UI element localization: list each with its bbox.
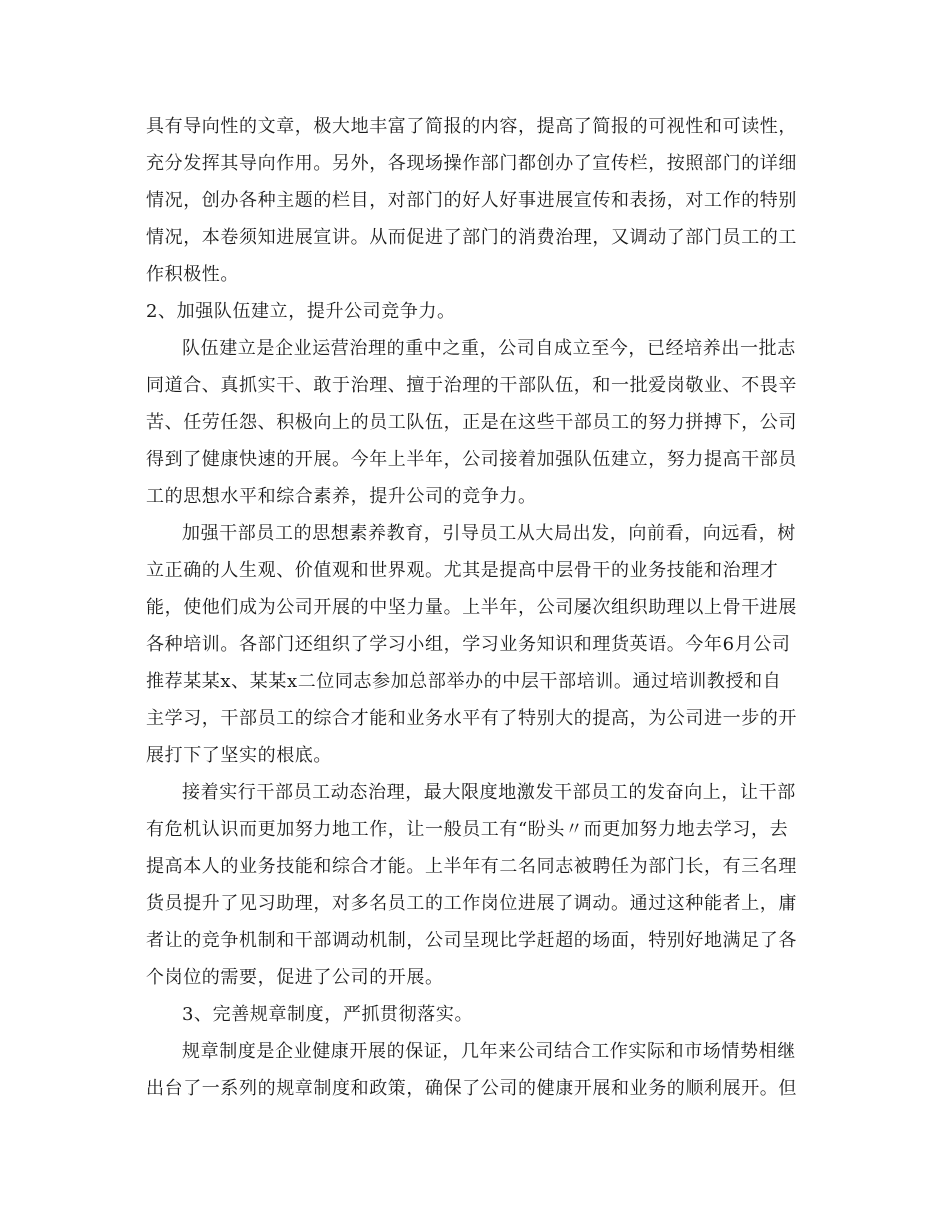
body-text-line: 主学习，干部员工的综合才能和业务水平有了特别大的提高，为公司进一步的开 (146, 708, 797, 729)
body-text-line: 提高本人的业务技能和综合才能。上半年有二名同志被聘任为部门长，有三名理 (146, 856, 797, 877)
body-text-line: 推荐某某x、某某x二位同志参加总部举办的中层干部培训。通过培训教授和自 (146, 671, 782, 692)
body-text-line: 充分发挥其导向作用。另外，各现场操作部门都创办了宣传栏，按照部门的详细 (146, 153, 797, 174)
body-text-line: 得到了健康快速的开展。今年上半年，公司接着加强队伍建立，努力提高干部员 (146, 449, 797, 470)
body-text-line: 个岗位的需要，促进了公司的开展。 (146, 967, 444, 988)
body-text-line: 能，使他们成为公司开展的中坚力量。上半年，公司屡次组织助理以上骨干进展 (146, 597, 797, 618)
body-text-line: 货员提升了见习助理，对多名员工的工作岗位进展了调动。通过这种能者上，庸 (146, 893, 797, 914)
body-text-line: 有危机认识而更加努力地工作，让一般员工有“盼头〃而更加努力地去学习，去 (146, 819, 789, 840)
body-text-line: 情况，本卷须知进展宣讲。从而促进了部门的消费治理，又调动了部门员工的工 (146, 227, 797, 248)
body-text-line: 队伍建立是企业运营治理的重中之重，公司自成立至今，已经培养出一批志 (182, 338, 796, 359)
body-text-line: 展打下了坚实的根底。 (146, 745, 332, 766)
body-text-line: 接着实行干部员工动态治理，最大限度地激发干部员工的发奋向上，让干部 (182, 782, 796, 803)
body-text-line: 规章制度是企业健康开展的保证，几年来公司结合工作实际和市场情势相继 (182, 1041, 796, 1062)
section-heading: 3、完善规章制度，严抓贯彻落实。 (182, 1004, 474, 1025)
body-text-line: 作积极性。 (146, 264, 239, 285)
body-text-line: 各种培训。各部门还组织了学习小组，学习业务知识和理货英语。今年6月公司 (146, 634, 791, 655)
body-text-line: 立正确的人生观、价值观和世界观。尤其是提高中层骨干的业务技能和治理才 (146, 560, 779, 581)
body-text-line: 苦、任劳任怨、积极向上的员工队伍，正是在这些干部员工的努力拼搏下，公司 (146, 412, 797, 433)
body-text-line: 出台了一系列的规章制度和政策，确保了公司的健康开展和业务的顺利展开。但 (146, 1078, 797, 1099)
section-heading: 2、加强队伍建立，提升公司竞争力。 (146, 301, 456, 322)
body-text-line: 具有导向性的文章，极大地丰富了简报的内容，提高了简报的可视性和可读性， (146, 116, 797, 137)
body-text-line: 情况，创办各种主题的栏目，对部门的好人好事进展宣传和表扬，对工作的特别 (146, 190, 797, 211)
body-text-line: 加强干部员工的思想素养教育，引导员工从大局出发，向前看，向远看，树 (182, 523, 796, 544)
body-text-line: 同道合、真抓实干、敢于治理、擅于治理的干部队伍，和一批爱岗敬业、不畏辛 (146, 375, 797, 396)
body-text-line: 者让的竞争机制和干部调动机制，公司呈现比学赶超的场面，特别好地满足了各 (146, 930, 797, 951)
body-text-line: 工的思想水平和综合素养，提升公司的竞争力。 (146, 486, 537, 507)
